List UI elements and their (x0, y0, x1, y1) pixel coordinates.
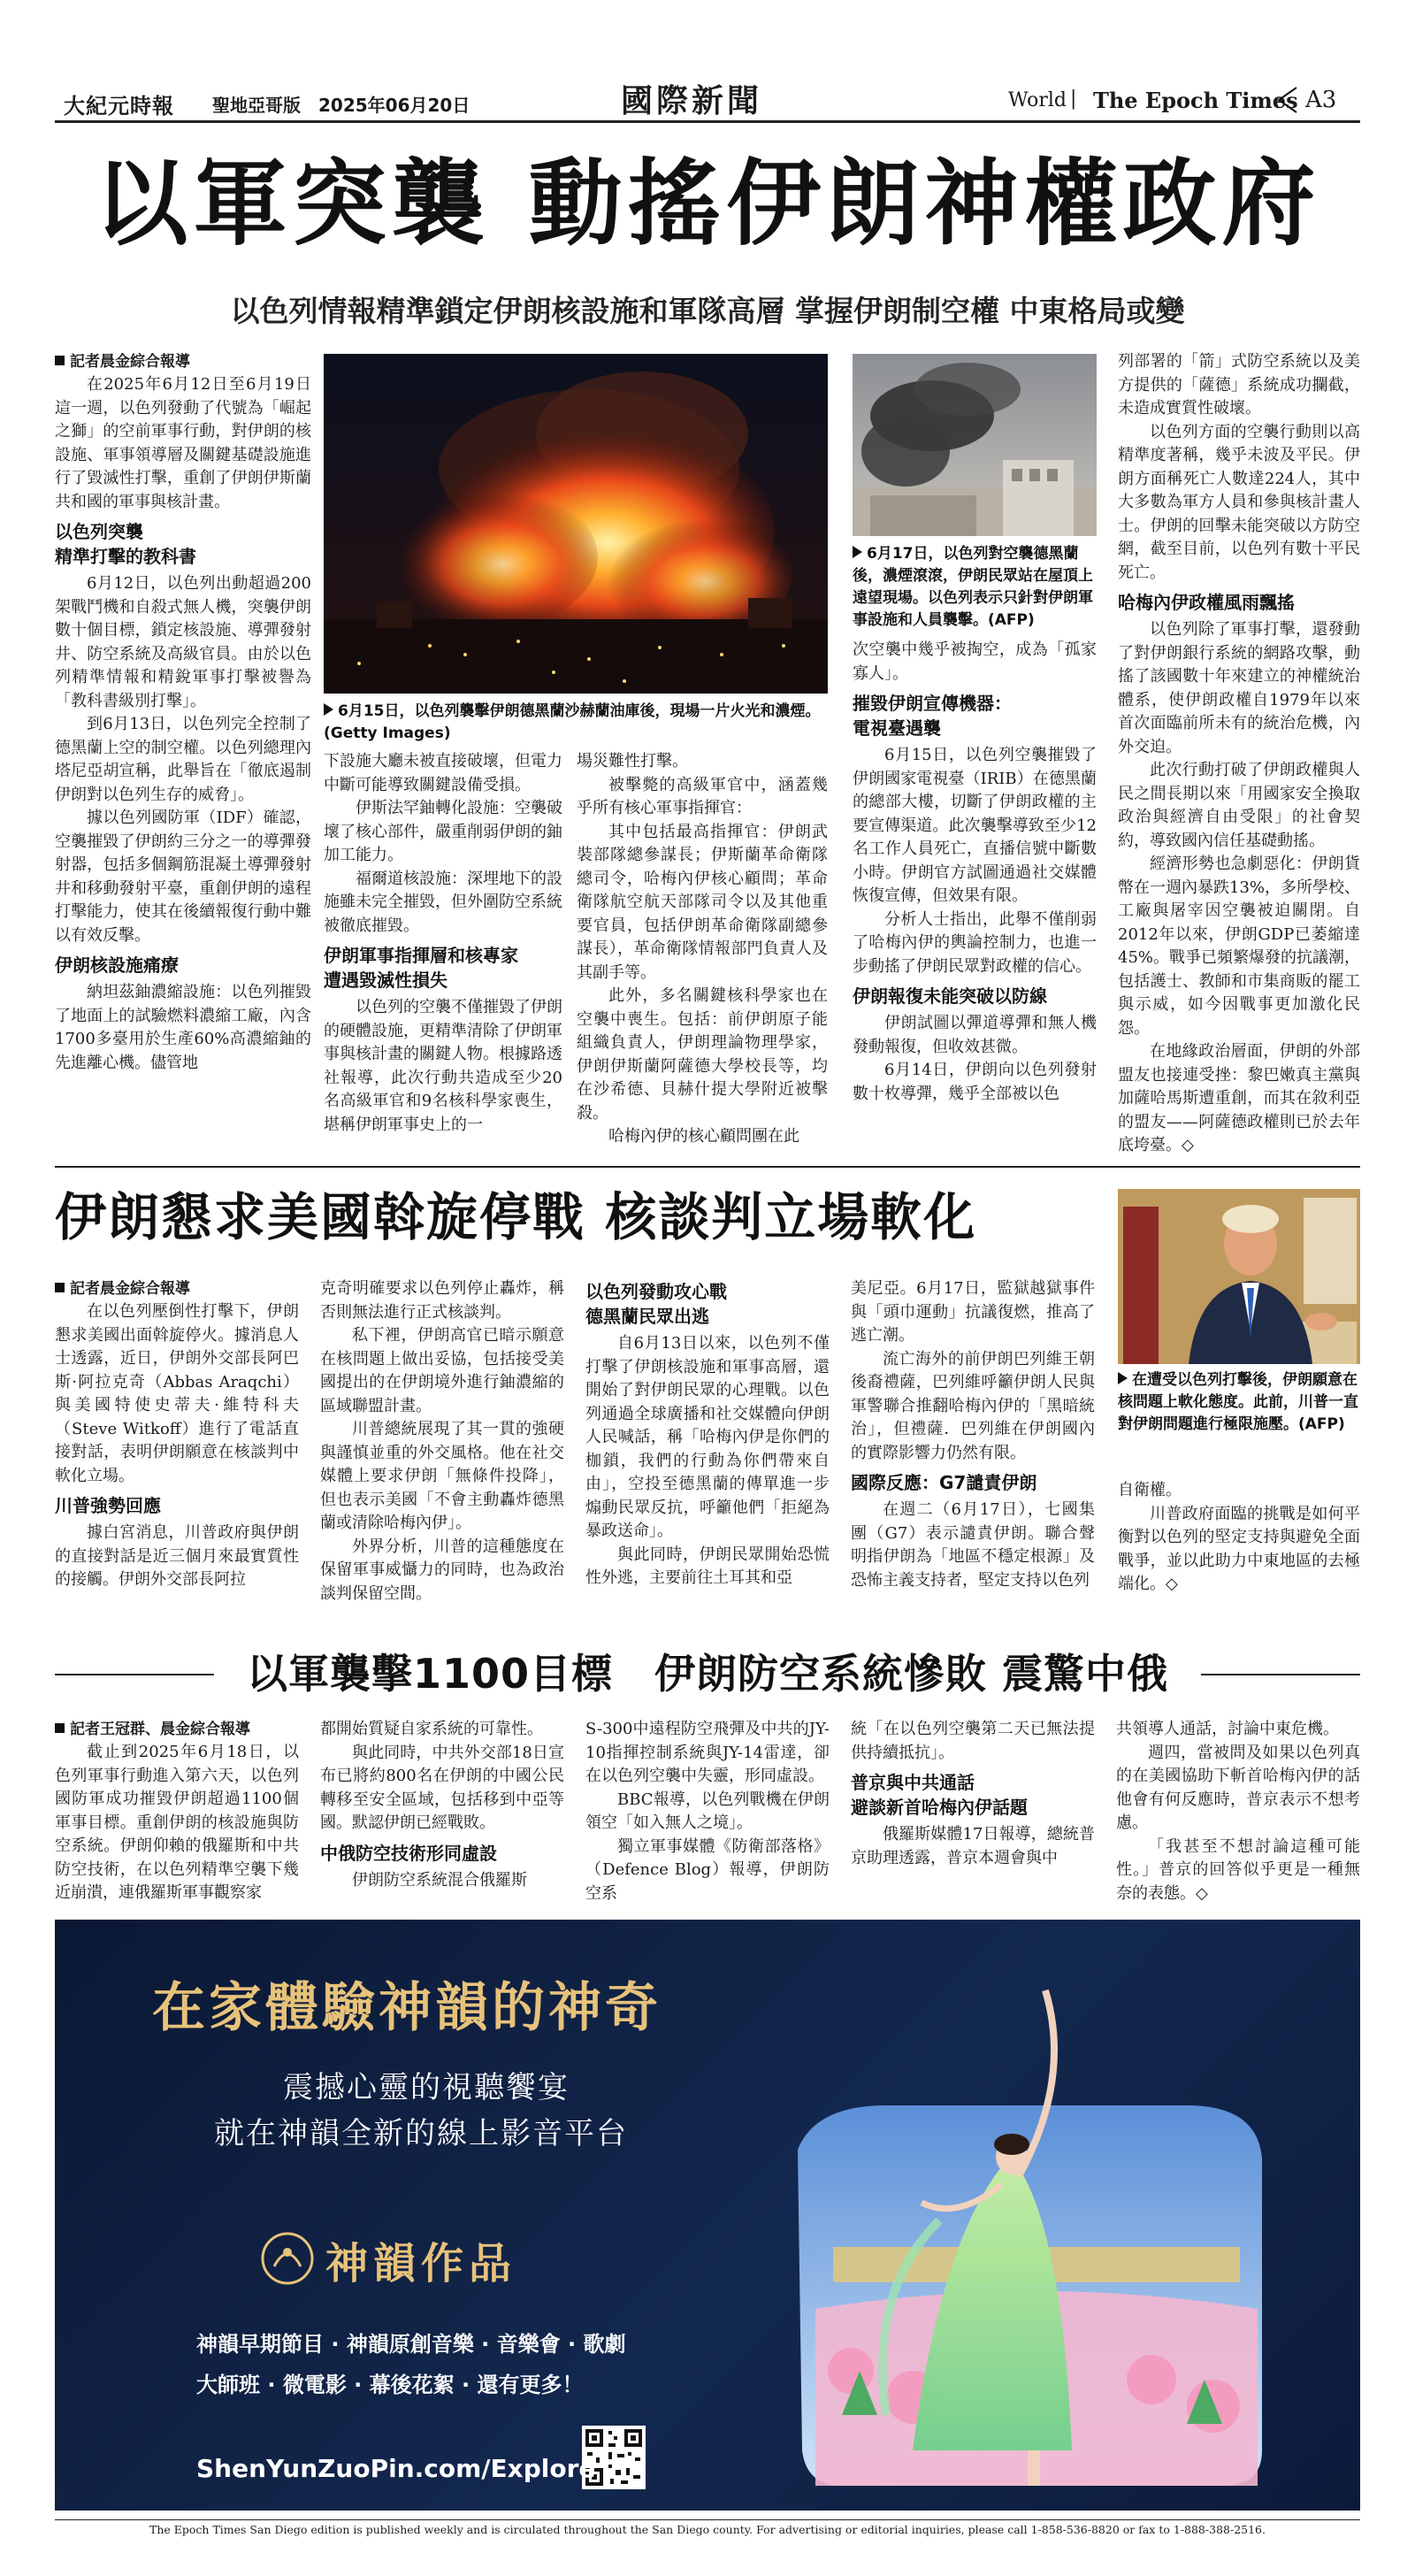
shenyun-logo-icon (260, 2231, 315, 2286)
section-title: 國際新聞 (621, 82, 763, 119)
smoke-photo-image (853, 354, 1097, 536)
story1-col3 (577, 750, 828, 1154)
paragraph: 俄羅斯媒體17日報導，總統普京助理透露，普京本週會與中 (851, 1825, 1095, 1867)
paragraph: 都開始質疑自家系統的可靠性。 (320, 1720, 543, 1738)
story3-rule-left (55, 1674, 214, 1675)
separator: | (1070, 88, 1077, 110)
paragraph: 此次行動打破了伊朗政權與人民之間長期以來「用國家安全換取政治與經濟自由受限」的社會契約，導致國內信任基礎動搖。 (1118, 761, 1360, 850)
subheading: 國際反應：G7譴責伊朗 (851, 1472, 1037, 1493)
paragraph: 列部署的「箭」式防空系統以及美方提供的「薩德」系統成功攔截，未造成實質性破壞。 (1118, 352, 1360, 418)
paragraph: 自6月13日以來，以色列不僅打擊了伊朗核設施和軍事高層，還開始了對伊朗民眾的心理戰。以色列通過全球廣播和社交媒體向伊朗人民喊話，稱「哈梅內伊是你們的枷鎖，我們的行動為你們帶來自由」，空投至德黑蘭的傳單進一步煽動民眾反抗，呼籲他們「拒絕為暴政送命」。 (585, 1334, 830, 1540)
story3-col5 (1116, 1718, 1360, 1913)
paragraph: 流亡海外的前伊朗巴列維王朝後裔禮薩，巴列維呼籲伊朗人民與軍警聯合推翻哈梅內伊的「黑暗統治」，但禮薩．巴列維在伊朗國內的實際影響力仍然有限。 (851, 1349, 1095, 1462)
story2-col3 (585, 1277, 830, 1631)
ad-items-1: 神韻早期節目 · 神韻原創音樂 · 音樂會 · 歌劇 (196, 2332, 626, 2357)
paragraph: 川普政府面臨的挑戰是如何平衡對以色列的堅定支持與避免全面戰爭，並以此助力中東地區的去極端化。◇ (1118, 1504, 1360, 1593)
paragraph: 美尼亞。6月17日，監獄越獄事件與「頭巾運動」抗議復燃，推高了逃亡潮。 (851, 1279, 1095, 1345)
paragraph: 共領導人通話，討論中東危機。 (1116, 1720, 1339, 1738)
paragraph: 被擊斃的高級軍官中，涵蓋幾乎所有核心軍事指揮官： (577, 775, 828, 817)
paragraph: 經濟形勢也急劇惡化：伊朗貨幣在一週內暴跌13%，多所學校、工廠與屠宰因空襲被迫關閉。自2012年以來，伊朗GDP已萎縮達45%。戰爭已頻繁爆發的抗議潮，包括護士、教師和市集商販的罷工與示威，如今因戰事更加激化民怨。 (1118, 855, 1360, 1038)
paragraph: 以色列除了軍事打擊，還發動了對伊朗銀行系統的網路攻擊，動搖了該國數十年來建立的神權統治體系，使伊朗政權自1979年以來首次面臨前所未有的統治危機，內外交迫。 (1118, 620, 1360, 756)
story2-col1 (55, 1277, 299, 1631)
story1-col2 (324, 750, 562, 1154)
paragraph: 福爾道核設施：深埋地下的設施雖未完全摧毀，但外圍防空系統被徹底摧毀。 (324, 869, 562, 935)
paragraph: 克奇明確要求以色列停止轟炸，稱否則無法進行正式核談判。 (320, 1279, 564, 1322)
masthead (55, 76, 1360, 119)
paragraph: 截止到2025年6月18日，以色列軍事行動進入第六天，以色列國防軍成功摧毀伊朗超過1100個軍事目標。重創伊朗的核設施與防空系統。伊朗仰賴的俄羅斯和中共防空技術，在以色列精準空襲下幾近崩潰，連俄羅斯軍事觀察家 (55, 1743, 299, 1902)
subheading: 伊朗軍事指揮層和核專家 遭遇毀滅性損失 (324, 945, 518, 991)
paragraph: 以色列的空襲不僅摧毀了伊朗的硬體設施，更精準清除了伊朗軍事與核計畫的關鍵人物。根據路透社報導，此次行動共造成至少20名高級軍官和9名核科學家喪生，堪稱伊朗軍事史上的一 (324, 998, 562, 1134)
paragraph: 川普總統展現了其一貫的強硬與謹慎並重的外交風格。他在社交媒體上要求伊朗「無條件投降」，但也表示美國「不會主動轟炸德黑蘭或清除哈梅內伊」。 (320, 1420, 564, 1532)
paragraph: 私下裡，伊朗高官已暗示願意在核問題上做出妥協，包括接受美國提出的在伊朗境外進行鈾濃縮的區域聯盟計畫。 (320, 1326, 564, 1415)
subheading: 伊朗報復未能突破以防線 (853, 985, 1047, 1007)
paragraph: 6月14日，伊朗向以色列發射數十枚導彈，幾乎全部被以色 (853, 1061, 1097, 1103)
ad-line1: 震撼心靈的視聽饗宴 (283, 2070, 570, 2105)
paragraph: 據白宮消息，川普政府與伊朗的直接對話是近三個月來最實質性的接觸。伊朗外交部長阿拉 (55, 1523, 299, 1589)
caption-triangle-icon (324, 703, 333, 716)
subheading: 以色列發動攻心戰 德黑蘭民眾出逃 (585, 1281, 727, 1327)
story1-byline: 記者晨金綜合報導 (55, 350, 311, 373)
photo-trump (1118, 1189, 1360, 1364)
story2-col5 (1118, 1479, 1360, 1638)
paragraph: 6月15日，以色列空襲摧毀了伊朗國家電視臺（IRIB）在德黑蘭的總部大樓，切斷了伊朗政權的主要宣傳渠道。此次襲擊導致至少12名工作人員死亡，直播信號中斷數小時。伊朗官方試圖通過社交媒體恢復宣傳，但效果有限。 (853, 746, 1097, 905)
story3-col3 (585, 1718, 830, 1913)
story2-col2 (320, 1277, 564, 1631)
paragraph: 自衛權。 (1118, 1481, 1182, 1499)
paper-en: The Epoch Times (1093, 88, 1298, 113)
story3-col1 (55, 1718, 299, 1913)
paragraph: BBC報導，以色列戰機在伊朗領空「如入無人之境」。 (585, 1790, 830, 1832)
paragraph: 其中包括最高指揮官：伊朗武裝部隊總參謀長；伊斯蘭革命衛隊總司令，哈梅內伊核心顧問；革命衛隊航空航天部隊司令以及其他重要官員，包括伊朗革命衛隊副總參謀長），革命衛隊情報部門負責人及其副手等。 (577, 822, 828, 982)
ad-line2: 就在神韻全新的線上影音平台 (214, 2116, 628, 2151)
paragraph: 以色列方面的空襲行動則以高精準度著稱，幾乎未波及平民。伊朗方面稱死亡人數達224人，其中大多數為軍方人員和參與核計畫人士。伊朗的回擊未能突破以方防空網，截至目前，以色列有數十平民死亡。 (1118, 422, 1360, 582)
paragraph: 納坦茲鈾濃縮設施：以色列摧毀了地面上的試驗燃料濃縮工廠，內含1700多臺用於生產60%高濃縮鈾的先進離心機。儘管地 (55, 983, 311, 1072)
story1-col4 (853, 639, 1097, 1154)
story2-byline: 記者晨金綜合報導 (55, 1277, 299, 1300)
story2-top-rule (55, 1166, 1360, 1168)
subheading: 摧毀伊朗宣傳機器： 電視臺遇襲 (853, 693, 1012, 739)
paragraph: 哈梅內伊的核心顧問團在此 (608, 1127, 799, 1146)
paragraph: 外界分析，川普的這種態度在保留軍事威懾力的同時，也為政治談判保留空間。 (320, 1537, 564, 1603)
paragraph: 伊朗防空系統混合俄羅斯 (352, 1870, 527, 1890)
paragraph: 在地緣政治層面，伊朗的外部盟友也接連受挫：黎巴嫩真主黨與加薩哈馬斯遭重創，而其在敘利亞的盟友——阿薩德政權則已於去年底垮臺。◇ (1118, 1042, 1360, 1154)
paragraph: 伊斯法罕鈾轉化設施：空襲破壞了核心部件，嚴重削弱伊朗的鈾加工能力。 (324, 799, 562, 864)
paper-logo: 大紀元時報 (64, 93, 174, 119)
paragraph: 分析人士指出，此舉不僅削弱了哈梅內伊的輿論控制力，也進一步動搖了伊朗民眾對政權的信心。 (853, 909, 1097, 976)
subheading: 伊朗核設施痛療 (55, 954, 179, 976)
dancer-stage-image (780, 1955, 1275, 2503)
ad-items-2: 大師班 · 微電影 · 幕後花絮 · 還有更多！ (196, 2373, 584, 2397)
photo3-caption: 在遭受以色列打擊後，伊朗願意在核問題上軟化態度。此前，川普一直對伊朗問題進行極限施壓。(AFP) (1118, 1371, 1358, 1433)
paragraph: 在週二（6月17日），七國集團（G7）表示譴責伊朗。聯合聲明指伊朗為「地區不穩定根源」及恐怖主義支持者，堅定支持以色列 (851, 1500, 1095, 1590)
paragraph: 在以色列壓倒性打擊下，伊朗懇求美國出面斡旋停火。據消息人士透露，近日，伊朗外交部長阿巴斯·阿拉克奇（Abbas Araqchi）與美國特使史蒂夫·維特科夫（Steve Witkoff）進行了電話直接對話，表明伊朗願意在核談判中軟化立場。 (55, 1302, 299, 1485)
story3-byline: 記者王冠群、晨金綜合報導 (55, 1718, 299, 1741)
paragraph: 統「在以色列空襲第二天已無法提供持續抵抗」。 (851, 1720, 1095, 1762)
paragraph: 據以色列國防軍（IDF）確認，空襲摧毀了伊朗約三分之一的導彈發射器，包括多個鋼筋混凝土導彈發射井和移動發射平臺，重創伊朗的遠程打擊能力，使其在後續報復行動中難以有效反擊。 (55, 809, 311, 945)
ad-brand: 神韻作品 (325, 2239, 517, 2288)
page-number: A3 (1305, 87, 1337, 113)
paragraph: 在2025年6月12日至6月19日這一週，以色列發動了代號為「崛起之獅」的空前軍事行動，對伊朗的核設施、軍事領導層及關鍵基礎設施進行了毀滅性打擊，重創了伊朗伊斯蘭共和國的軍事與核計畫。 (55, 375, 311, 511)
subheading: 川普強勢回應 (55, 1495, 161, 1516)
paragraph: 與此同時，伊朗民眾開始恐慌性外逃，主要前往土耳其和亞 (585, 1545, 830, 1587)
story2-headline: 伊朗懇求美國斡旋停戰 核談判立場軟化 (55, 1187, 977, 1247)
story1-col1 (55, 350, 311, 1154)
paragraph: S-300中遠程防空飛彈及中共的JY-10指揮控制系統與JY-14雷達，卻在以色列空襲中失靈，形同虛設。 (585, 1720, 830, 1785)
footer-note: The Epoch Times San Diego edition is published weekly and is circulated throughout the San Diego county. For advertising or editorial inquiries, please call 1-858-536-8820 or fax to 1-888-388-2516. (149, 2523, 1266, 2536)
subheading: 普京與中共通話 避談新首哈梅內伊話題 (851, 1772, 1028, 1818)
paragraph: 獨立軍事媒體《防衛部落格》（Defence Blog）報導，伊朗防空系 (585, 1836, 830, 1903)
section-en: World (1008, 89, 1067, 111)
story3-col4 (851, 1718, 1095, 1913)
shenyun-advertisement[interactable] (55, 1920, 1360, 2511)
paragraph: 到6月13日，以色列完全控制了德黑蘭上空的制空權。以色列總理內塔尼亞胡宣稱，此舉旨在「徹底遏制伊朗對以色列生存的威脅」。 (55, 715, 311, 804)
paragraph: 6月12日，以色列出動超過200架戰鬥機和自殺式無人機，突襲伊朗數十個目標，鎖定核設施、導彈發射井、防空系統及高級官員。由於以色列精準情報和精銳軍事打擊被譽為「教科書級別打擊」。 (55, 574, 311, 710)
photo-oil-depot-fire (324, 354, 828, 694)
trump-photo-image (1118, 1189, 1360, 1364)
story2-col4 (851, 1277, 1095, 1631)
fire-photo-image (324, 354, 828, 694)
paragraph: 此外，多名關鍵核科學家也在空襲中喪生。包括：前伊朗原子能組織負責人，伊朗理論物理學家，伊朗伊斯蘭阿薩德大學校長等，均在沙希德、貝赫什提大學附近被擊殺。 (577, 986, 828, 1123)
subheading: 中俄防空技術形同虛設 (320, 1842, 497, 1864)
photo2-caption: 6月17日，以色列對空襲德黑蘭後，濃煙滾滾，伊朗民眾站在屋頂上遠望現場。以色列表示只針對伊朗軍事設施和人員襲擊。(AFP) (853, 545, 1093, 629)
story1-headline: 以軍突襲 動搖伊朗神權政府 (94, 150, 1321, 258)
paragraph: 場災難性打擊。 (577, 752, 688, 770)
ad-url[interactable]: ShenYunZuoPin.com/Explore (196, 2454, 596, 2483)
story1-subheadline: 以色列情報精準鎖定伊朗核設施和軍隊高層 掌握伊朗制空權 中東格局或變 (230, 294, 1185, 328)
page-arrow-icon (1274, 85, 1300, 115)
subheading: 哈梅內伊政權風雨飄搖 (1118, 592, 1295, 613)
story1-col5 (1118, 350, 1360, 1154)
paragraph: 週四，當被問及如果以色列真的在美國協助下斬首哈梅內伊的話他會有何反應時，普京表示不想考慮。 (1116, 1743, 1360, 1832)
story3-rule-right (1201, 1674, 1360, 1675)
footer-rule (55, 2519, 1360, 2520)
issue-date: 2025年06月20日 (318, 95, 470, 116)
paragraph: 次空襲中幾乎被掏空，成為「孤家寡人」。 (853, 640, 1097, 683)
photo-tehran-smoke (853, 354, 1097, 536)
story3-headline: 以軍襲擊1100目標 伊朗防空系統慘敗 震驚中俄 (246, 1650, 1169, 1698)
masthead-rule (55, 120, 1360, 123)
photo1-caption: 6月15日，以色列襲擊伊朗德黑蘭沙赫蘭油庫後，現場一片火光和濃煙。(Getty Images) (324, 702, 821, 742)
ad-title: 在家體驗神韻的神奇 (152, 1977, 662, 2039)
caption-triangle-icon (853, 546, 862, 558)
paragraph: 與此同時，中共外交部18日宣布已將約800名在伊朗的中國公民轉移至安全區域，包括移到中亞等國。默認伊朗已經戰敗。 (320, 1743, 564, 1832)
edition-label: 聖地亞哥版 (212, 95, 301, 116)
paragraph: 伊朗試圖以彈道導彈和無人機發動報復，但收效甚微。 (853, 1014, 1097, 1056)
paragraph: 下設施大廳未被直接破壞，但電力中斷可能導致關鍵設備受損。 (324, 752, 562, 794)
caption-triangle-icon (1118, 1372, 1128, 1384)
paragraph: 「我甚至不想討論這種可能性。」普京的回答似乎更是一種無奈的表態。◇ (1116, 1836, 1360, 1903)
subheading: 以色列突襲 精準打擊的教科書 (55, 521, 196, 567)
story3-col2 (320, 1718, 564, 1913)
